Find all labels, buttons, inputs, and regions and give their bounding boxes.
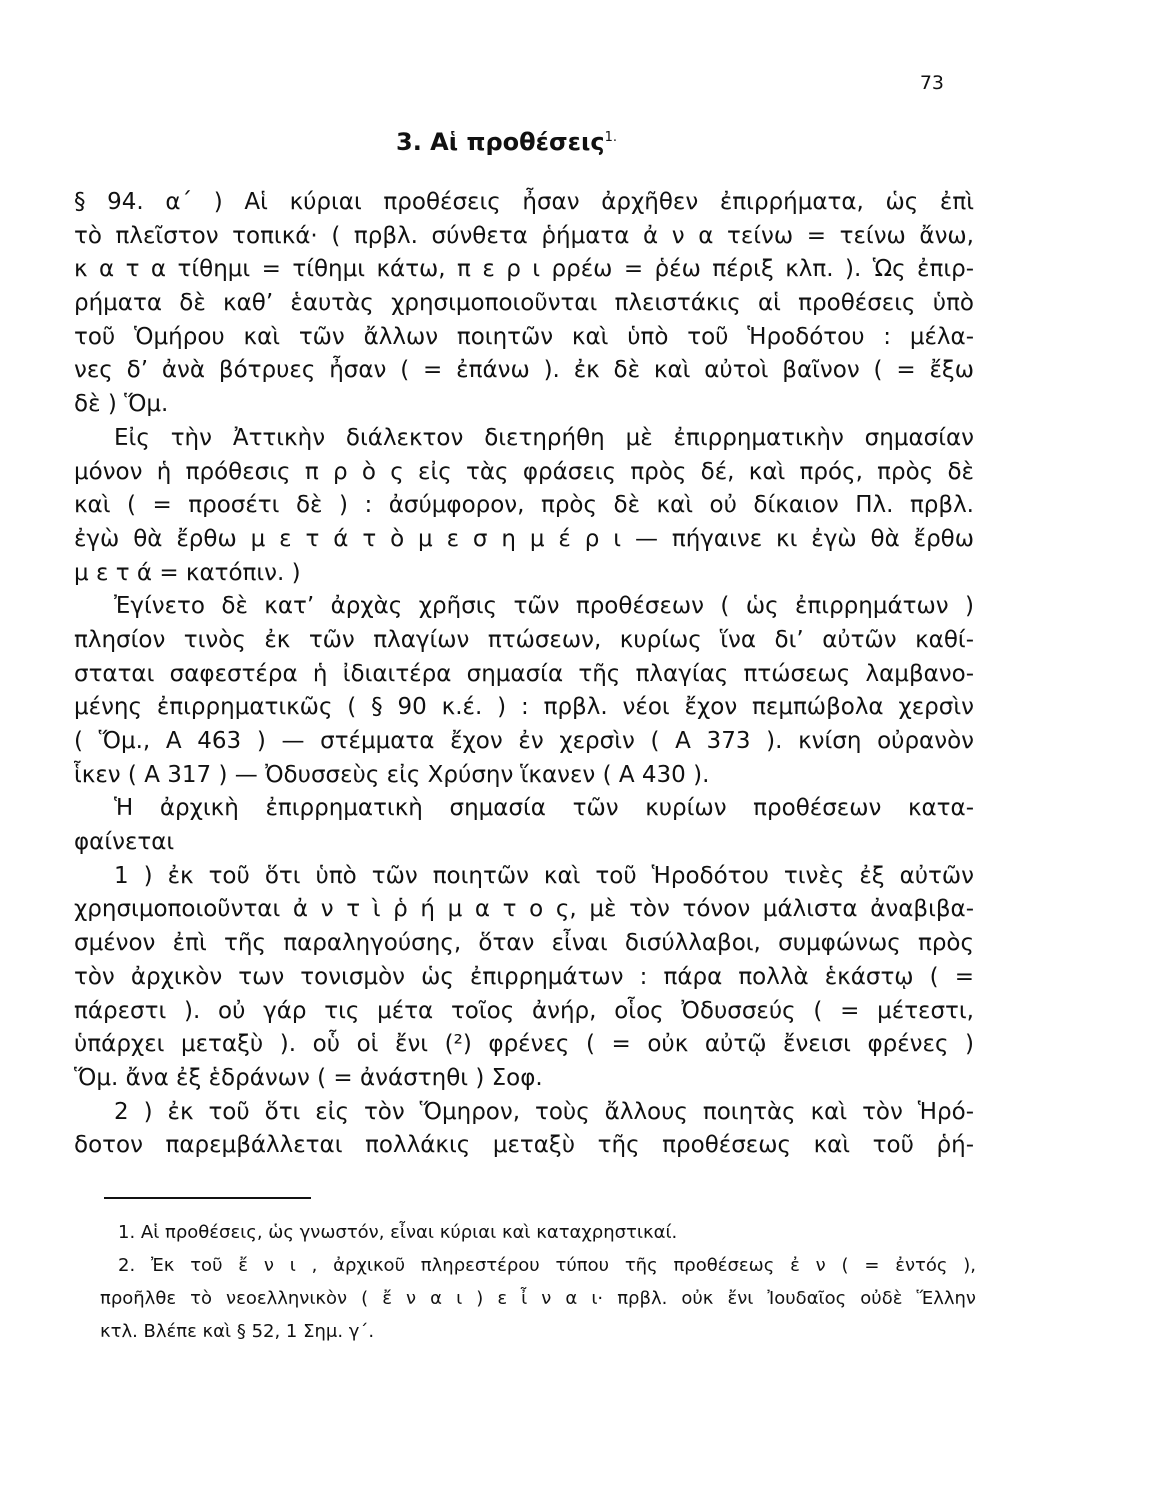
text-line: φαίνεται [74, 829, 175, 856]
section-heading [396, 128, 617, 156]
footnote-line: 1. Αἱ προθέσεις, ὡς γνωστόν, εἶναι κύριαι καὶ καταχρηστικαί. [118, 1222, 678, 1243]
text-line: καὶ ( = προσέτι δὲ ) : ἀσύμφορον, πρὸς δὲ καὶ οὐ δίκαιον Πλ. πρβλ. [74, 492, 974, 519]
text-line: Ἡ ἀρχικὴ ἐπιρρηματικὴ σημασία τῶν κυρίων προθέσεων κατα- [114, 795, 974, 822]
footnote-line: προῆλθε τὸ νεοελληνικὸν ( ἔ ν α ι ) ε ἶ ν α ι· πρβλ. οὐκ ἔνι Ἰουδαῖος οὐδὲ Ἕλλην [100, 1288, 976, 1309]
text-line: μόνον ἡ πρόθεσις π ρ ὸ ς εἰς τὰς φράσεις πρὸς δέ, καὶ πρός, πρὸς δὲ [74, 458, 974, 485]
text-line: Ὅμ. ἄνα ἐξ ἑδράνων ( = ἀνάστηθι ) Σοφ. [74, 1064, 543, 1091]
text-line: τοῦ Ὁμήρου καὶ τῶν ἄλλων ποιητῶν καὶ ὑπὸ τοῦ Ἡροδότου : μέλα- [74, 323, 974, 350]
text-line: ἷκεν ( Α 317 ) — Ὀδυσσεὺς εἰς Χρύσην ἵκανεν ( Α 430 ). [74, 761, 710, 788]
text-line: Ἐγίνετο δὲ κατ’ ἀρχὰς χρῆσις τῶν προθέσεων ( ὡς ἐπιρρημάτων ) [114, 593, 974, 620]
text-line: σταται σαφεστέρα ἡ ἰδιαιτέρα σημασία τῆς πλαγίας πτώσεως λαμβανο- [74, 660, 974, 687]
text-line: τὸν ἀρχικὸν των τονισμὸν ὡς ἐπιρρημάτων : πάρα πολλὰ ἑκάστῳ ( = [74, 963, 974, 990]
text-line: σμένον ἐπὶ τῆς παραληγούσης, ὅταν εἶναι δισύλλαβοι, συμφώνως πρὸς [74, 930, 974, 957]
text-line: § 94. α´ ) Αἱ κύριαι προθέσεις ἦσαν ἀρχῆθεν ἐπιρρήματα, ὡς ἐπὶ [74, 189, 974, 215]
section-heading-text: 3. Αἱ προθέσεις [396, 128, 605, 156]
text-line: νες δ’ ἀνὰ βότρυες ἦσαν ( = ἐπάνω ). ἐκ δὲ καὶ αὐτοὶ βαῖνον ( = ἔξω [74, 357, 974, 384]
text-line: μένης ἐπιρρηματικῶς ( § 90 κ.έ. ) : πρβλ. νέοι ἔχον πεμπώβολα χερσὶν [74, 694, 974, 721]
text-line: ρήματα δὲ καθ’ ἑαυτὰς χρησιμοποιοῦνται πλειστάκις αἱ προθέσεις ὑπὸ [74, 290, 974, 317]
text-line: μ ε τ ά = κατόπιν. ) [74, 559, 301, 586]
text-line: 1 ) ἐκ τοῦ ὅτι ὑπὸ τῶν ποιητῶν καὶ τοῦ Ἡροδότου τινὲς ἐξ αὐτῶν [114, 862, 974, 889]
footnotes [100, 1216, 976, 1348]
text-line: κ α τ α τίθημι = τίθημι κάτω, π ε ρ ι ρρέω = ῥέω πέριξ κλπ. ). Ὡς ἐπιρ- [74, 256, 974, 283]
text-line: 2 ) ἐκ τοῦ ὅτι εἰς τὸν Ὅμηρον, τοὺς ἄλλους ποιητὰς καὶ τὸν Ἡρό- [114, 1098, 974, 1125]
text-line: ὑπάρχει μεταξὺ ). οὗ οἱ ἔνι (²) φρένες ( = οὐκ αὐτῷ ἔνεισι φρένες ) [74, 1031, 974, 1058]
text-line: ἐγὼ θὰ ἔρθω μ ε τ ά τ ὸ μ ε σ η μ έ ρ ι — πήγαινε κι ἐγὼ θὰ ἔρθω [74, 525, 974, 552]
footnote-divider [104, 1197, 311, 1199]
text-line: δὲ ) Ὅμ. [74, 391, 169, 418]
text-line: ( Ὅμ., Α 463 ) — στέμματα ἔχον ἐν χερσὶν ( Α 373 ). κνίση οὐρανὸν [74, 728, 974, 754]
body-text [74, 186, 974, 1163]
text-line: πάρεστι ). οὐ γάρ τις μέτα τοῖος ἀνήρ, οἷος Ὀδυσσεύς ( = μέτεστι, [74, 997, 974, 1024]
text-line: δοτον παρεμβάλλεται πολλάκις μεταξὺ τῆς προθέσεως καὶ τοῦ ῥή- [74, 1132, 974, 1159]
text-line: τὸ πλεῖστον τοπικά· ( πρβλ. σύνθετα ῥήματα ἀ ν α τείνω = τείνω ἄνω, [74, 222, 974, 249]
text-line: πλησίον τινὸς ἐκ τῶν πλαγίων πτώσεων, κυρίως ἵνα δι’ αὐτῶν καθί- [74, 626, 974, 653]
page-number: 73 [919, 72, 944, 94]
footnote-line: κτλ. Βλέπε καὶ § 52, 1 Σημ. γ´. [100, 1321, 375, 1342]
footnote-line: 2. Ἐκ τοῦ ἔ ν ι , ἀρχικοῦ πληρεστέρου τύπου τῆς προθέσεως ἐ ν ( = ἐντός ), [118, 1255, 976, 1276]
footnote-marker: 1. [604, 130, 617, 145]
text-line: Εἰς τὴν Ἀττικὴν διάλεκτον διετηρήθη μὲ ἐπιρρηματικὴν σημασίαν [114, 424, 974, 451]
text-line: χρησιμοποιοῦνται ἀ ν τ ὶ ῥ ή μ α τ ο ς, μὲ τὸν τόνον μάλιστα ἀναβιβα- [74, 896, 974, 923]
